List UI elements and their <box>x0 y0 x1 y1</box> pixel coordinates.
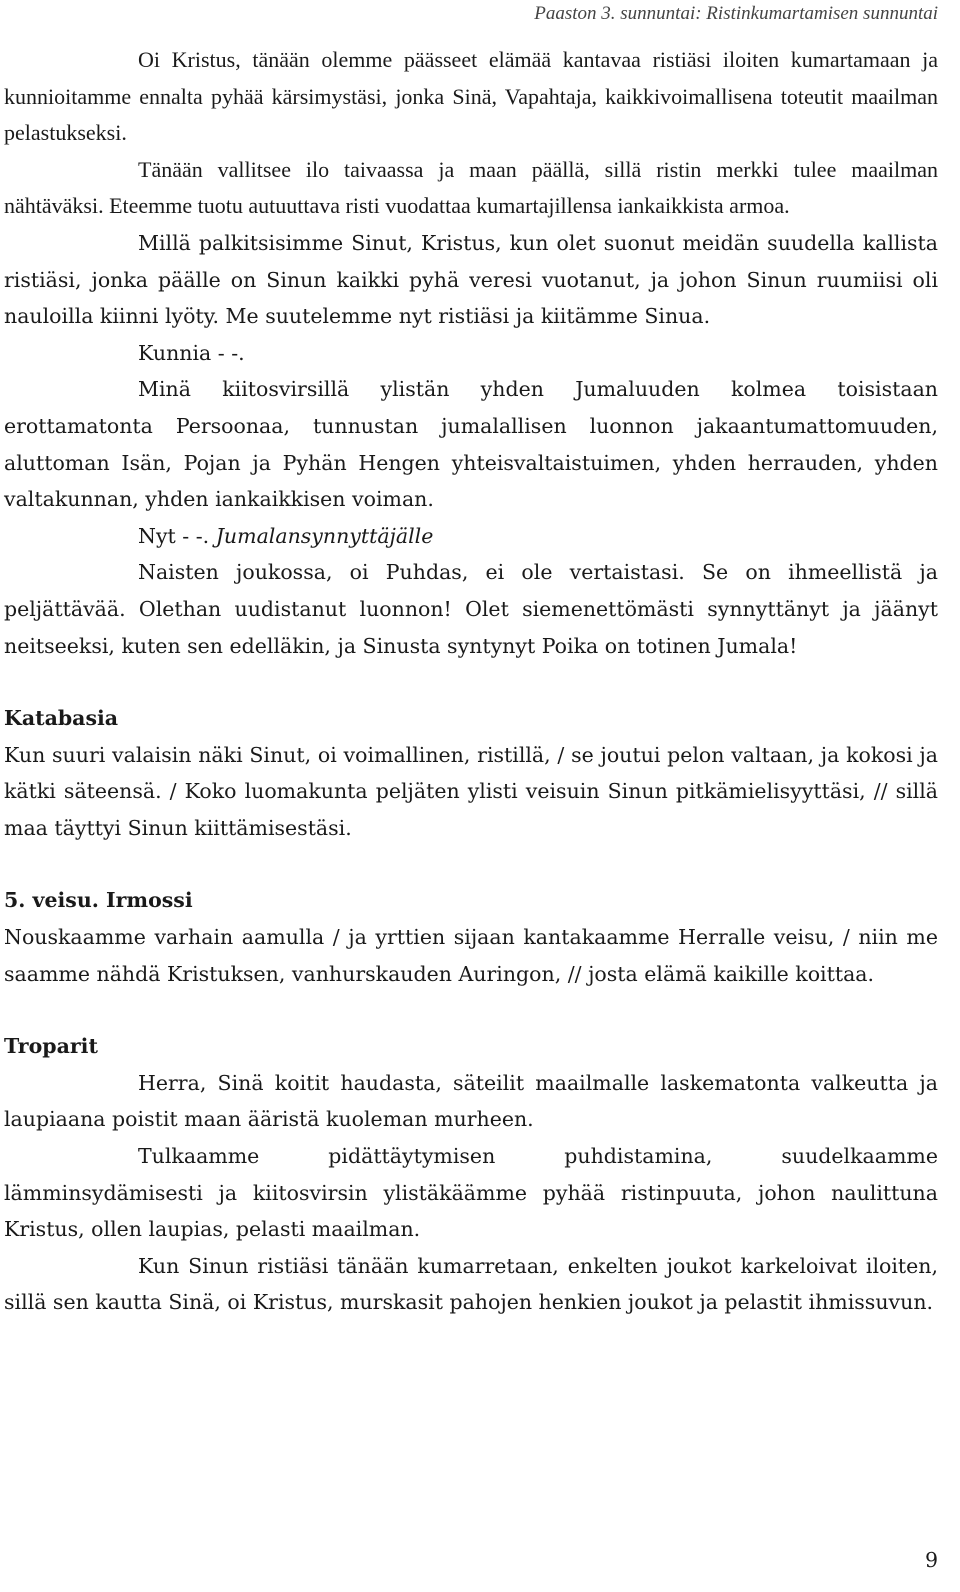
nyt-text: Nyt - -. <box>138 523 210 548</box>
irmossi-text: Nouskaamme varhain aamulla / ja yrttien sijaan kantakaamme Herralle veisu, / niin me saamme nähdä Kristuksen, vanhurskauden Auringon, // josta elämä kaikille koittaa. <box>4 925 938 986</box>
tropari-3: Kun Sinun ristiäsi tänään kumarretaan, enkelten joukot karkeloivat iloiten, sillä sen kautta Sinä, oi Kristus, murskasit pahojen henkien joukot ja pelastit ihmissuvun. <box>4 1253 938 1315</box>
paragraph-tanaan: Tänään vallitsee ilo taivaassa ja maan päällä, sillä ristin merkki tulee maailman nähtäväksi. Eteemme tuotu autuuttava risti vuodattaa kumartajillensa iankaikkista armoa. <box>4 156 938 219</box>
page-number: 9 <box>924 1548 938 1572</box>
tropari-2: Tulkaamme pidättäytymisen puhdistamina, suudelkaamme lämminsydämisesti ja kiitosvirsin ylistäkäämme pyhää ristinpuuta, johon naulittuna Kristus, ollen laupias, pelasti maailman. <box>4 1144 938 1242</box>
tropari-1: Herra, Sinä koitit haudasta, säteilit maailmalle laskematonta valkeutta ja laupiaana poistit maan ääristä kuoleman murheen. <box>4 1070 938 1132</box>
troparit-heading: Troparit <box>4 1034 98 1059</box>
katabasia-text: Kun suuri valaisin näki Sinut, oi voimallinen, ristillä, / se joutui pelon valtaan, ja kokosi ja kätki säteensä. / Koko luomakunta peljäten ylisti veisuin Sinun pitkämielisyyttäsi, // sillä maa täyttyi Sinun kiittämisestäsi. <box>4 742 938 840</box>
irmossi-heading: 5. veisu. Irmossi <box>4 888 193 913</box>
kunnia-line: Kunnia - -. <box>138 340 245 365</box>
document-page <box>4 0 938 1321</box>
paragraph-mina: Minä kiitosvirsillä ylistän yhden Jumaluuden kolmea toisistaan erottamatonta Persoonaa, tunnustan jumalallisen luonnon jakaantumattomuuden, aluttoman Isän, Pojan ja Pyhän Hengen yhteisvaltaistuimen, yhden herrauden, yhden valtakunnan, yhden iankaikkisen voiman. <box>4 377 938 512</box>
nyt-line <box>4 518 938 555</box>
katabasia-heading: Katabasia <box>4 706 119 731</box>
paragraph-oi-kristus: Oi Kristus, tänään olemme päässeet elämää kantavaa ristiäsi iloiten kumartamaan ja kunnioitamme ennalta pyhää kärsimystäsi, jonka Sinä, Vapahtaja, kaikkivoimallisena toteutit maailman pelastukseksi. <box>4 47 938 146</box>
paragraph-naisten: Naisten joukossa, oi Puhdas, ei ole vertaistasi. Se on ihmeellistä ja peljättävää. Olethan uudistanut luonnon! Olet siemenettömästi synnyttänyt ja jäänyt neitseeksi, kuten sen edelläkin, ja Sinusta syntynyt Poika on totinen Jumala! <box>4 560 938 658</box>
jumalansynnyttajalle-heading: Jumalansynnyttäjälle <box>215 523 434 548</box>
paragraph-milla: Millä palkitsisimme Sinut, Kristus, kun olet suonut meidän suudella kallista ristiäsi, jonka päälle on Sinun kaikki pyhä veresi vuotanut, ja johon Sinun ruumiisi oli nauloilla kiinni lyöty. Me suutelemme nyt ristiäsi ja kiitämme Sinua. <box>4 230 938 329</box>
running-header: Paaston 3. sunnuntai: Ristinkumartamisen sunnuntai <box>534 3 938 24</box>
